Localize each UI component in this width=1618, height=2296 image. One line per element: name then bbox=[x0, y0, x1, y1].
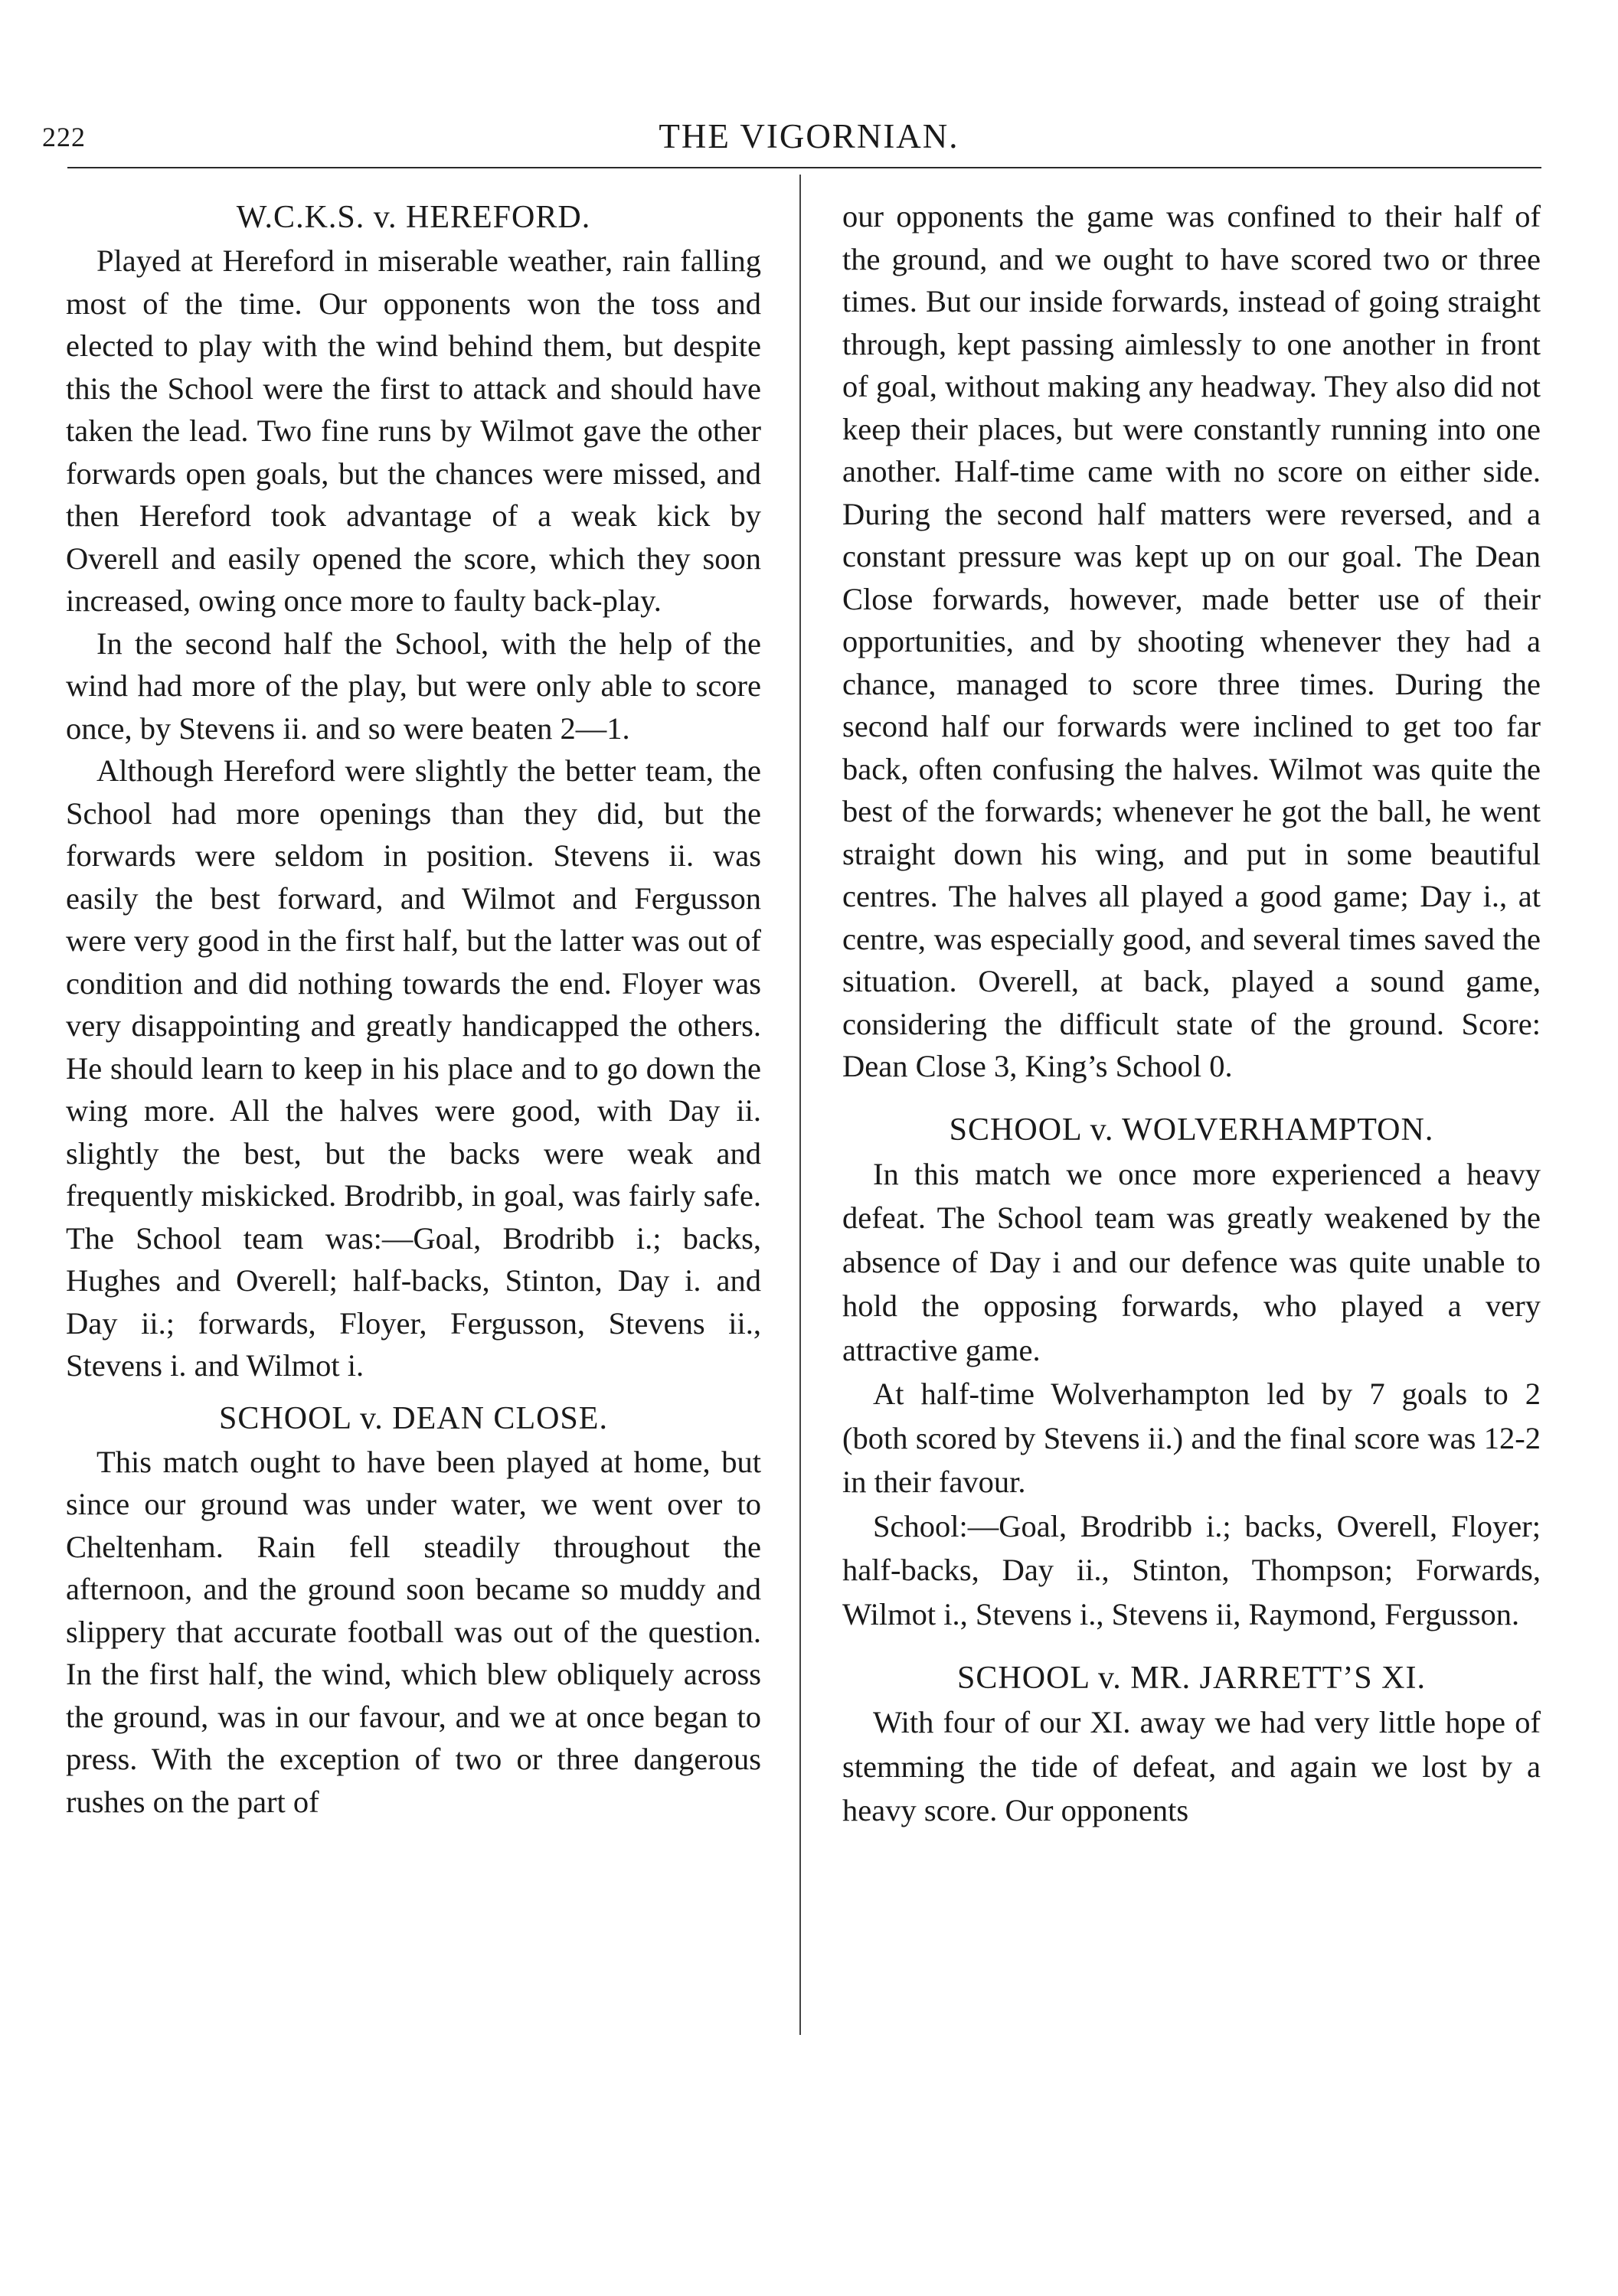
paragraph: With four of our XI. away we had very little hope of stemming the tide of defeat, and again we lost by a heavy score. Our opponents bbox=[842, 1705, 1541, 1827]
paragraph: School:—Goal, Brodribb i.; backs, Overell, Floyer; half-backs, Day ii., Stinton, Thompson; Forwards, Wilmot i., Stevens i., Stevens ii, Raymond, Fergusson. bbox=[842, 1508, 1541, 1631]
section-heading-wolverhampton: SCHOOL v. WOLVERHAMPTON. bbox=[949, 1112, 1434, 1148]
running-title: THE VIGORNIAN. bbox=[659, 117, 959, 155]
paragraph: Played at Hereford in miserable weather, rain falling most of the time. Our opponents won the toss and elected to play with the wind behind them, but despite this the School were the first to attack and should have taken the lead. Two fine runs by Wilmot gave the other forwards open goals, but the chances were missed, and then Hereford took advantage of a weak kick by Overell and easily opened the score, which they soon increased, owing once more to faulty back-play. bbox=[66, 243, 761, 618]
paragraph-continued: our opponents the game was confined to their half of the ground, and we ought to have scored two or three times. But our inside forwards, instead of going straight through, kept passing aimlessly to one another in front of goal, without making any headway. They also did not keep their places, but were constantly running into one another. Half-time came with no score on either side. During the second half matters were reversed, and a constant pressure was kept up on our goal. The Dean Close forwards, however, made better use of their opportunities, and by shooting whenever they had a chance, managed to score three times. During the second half our forwards were inclined to get too far back, often confusing the halves. Wilmot was quite the best of the forwards; whenever he got the ball, he went straight down his wing, and put in some beautiful centres. The halves all played a good game; Day i., at centre, was especially good, and several times saved the situation. Overell, at back, played a sound game, considering the difficult state of the ground. Score: Dean Close 3, King’s School 0. bbox=[842, 199, 1541, 1083]
section-heading-jarrett: SCHOOL v. MR. JARRETT’S XI. bbox=[957, 1661, 1426, 1696]
left-column bbox=[66, 195, 761, 1823]
page-number: 222 bbox=[42, 122, 86, 152]
section-heading-dean-close: SCHOOL v. DEAN CLOSE. bbox=[219, 1400, 608, 1436]
column-divider bbox=[799, 175, 801, 2035]
paragraph: At half-time Wolverhampton led by 7 goals to 2 (both scored by Stevens ii.) and the final score was 12-2 in their favour. bbox=[842, 1377, 1541, 1499]
section-heading-hereford: W.C.K.S. v. HEREFORD. bbox=[236, 200, 591, 235]
paragraph: In the second half the School, with the help of the wind had more of the play, but were only able to score once, by Stevens ii. and so were beaten 2—1. bbox=[66, 625, 761, 746]
paragraph: This match ought to have been played at home, but since our ground was under water, we went over to Cheltenham. Rain fell steadily throughout the afternoon, and the ground soon became so muddy and slippery that accurate football was out of the question. In the first half, the wind, which blew obliquely across the ground, was in our favour, and we at once began to press. With the exception of two or three dangerous rushes on the part of bbox=[66, 1444, 761, 1819]
right-column bbox=[842, 195, 1541, 1833]
paragraph: Although Hereford were slightly the better team, the School had more openings than they did, but the forwards were seldom in position. Stevens ii. was easily the best forward, and Wilmot and Fergusson were very good in the first half, but the latter was out of condition and did nothing towards the end. Floyer was very disappointing and greatly handicapped the others. He should learn to keep in his place and to go down the wing more. All the halves were good, with Day ii. slightly the best, but the backs were weak and frequently miskicked. Brodribb, in goal, was fairly safe. The School team was:—Goal, Brodribb i.; backs, Hughes and Overell; half-backs, Stinton, Day i. and Day ii.; forwards, Floyer, Fergusson, Stevens ii., Stevens i. and Wilmot i. bbox=[66, 753, 761, 1383]
paragraph: In this match we once more experienced a heavy defeat. The School team was greatly weakened by the absence of Day i and our defence was quite unable to hold the opposing forwards, who played a very attractive game. bbox=[842, 1156, 1541, 1367]
header-rule bbox=[67, 167, 1541, 168]
